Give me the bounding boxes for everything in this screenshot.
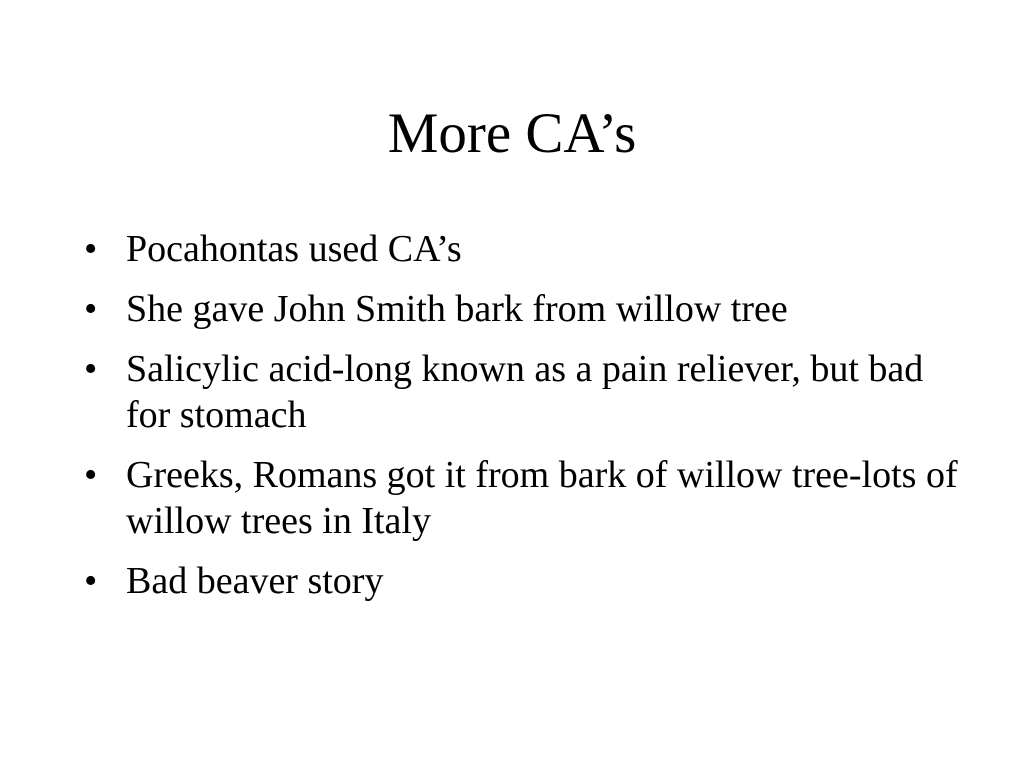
bullet-text: Pocahontas used CA’s (126, 228, 462, 270)
bullet-text: Salicylic acid-long known as a pain reliever, but bad for stomach (126, 348, 924, 436)
bullet-marker: • (84, 454, 98, 496)
bullet-marker: • (84, 560, 98, 602)
bullet-marker: • (84, 348, 98, 390)
bullet-text: She gave John Smith bark from willow tree (126, 288, 788, 330)
bullet-marker: • (84, 288, 98, 330)
bullet-marker: • (84, 228, 98, 270)
bullet-text: Bad beaver story (126, 560, 384, 602)
bullet-item (84, 346, 964, 438)
bullet-item (84, 558, 964, 604)
bullet-list (84, 226, 964, 618)
slide-title: More CA’s (387, 102, 637, 165)
bullet-item (84, 226, 964, 272)
bullet-item (84, 452, 964, 544)
bullet-item (84, 286, 964, 332)
bullet-text: Greeks, Romans got it from bark of willow tree-lots of willow trees in Italy (126, 454, 958, 542)
